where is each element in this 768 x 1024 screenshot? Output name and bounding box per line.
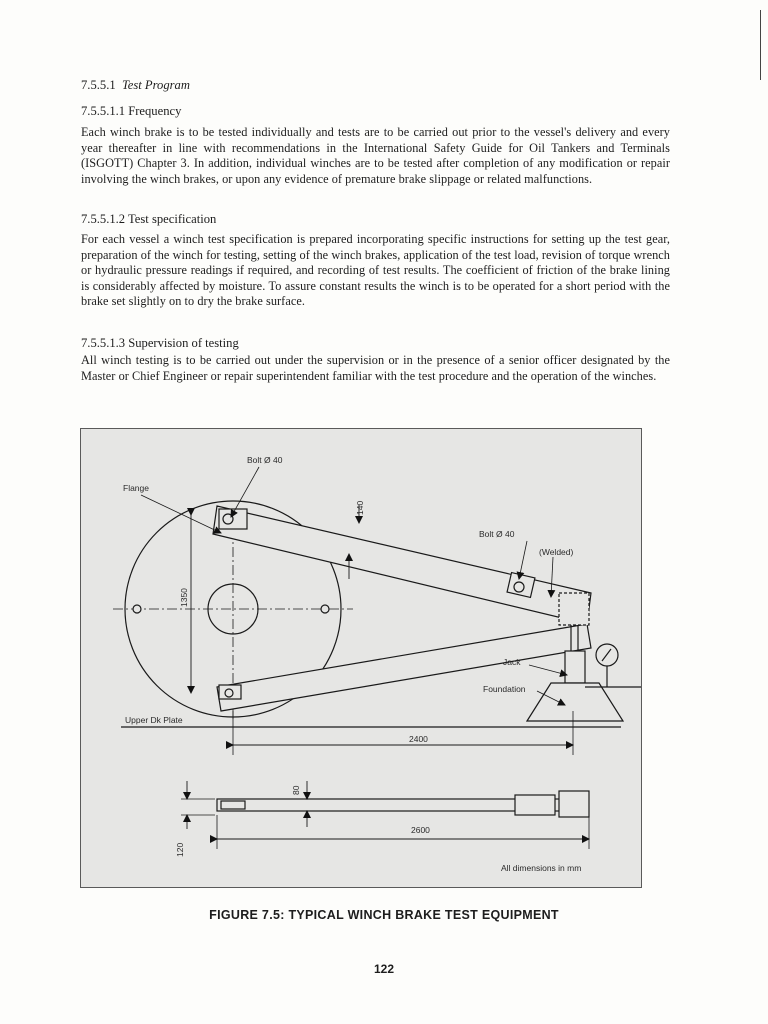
label-dim-2400: 2400 (409, 734, 428, 744)
heading-test-specification: 7.5.5.1.2 Test specification (81, 212, 217, 226)
paragraph-frequency: Each winch brake is to be tested individually and tests are to be carried out prior to the vessel's delivery and every year thereafter in line with recommendations in the International Safety Guide for Oil Tankers and Terminals (ISGOTT) Chapter 3. In addition, individual winches are to be tested after completion of any modification or repair involving the winch brakes, or upon any evidence of premature brake slippage or related malfunctions. (81, 125, 670, 186)
paragraph-test-specification: For each vessel a winch test specification is prepared incorporating specific instructions for setting up the test gear, preparation of the winch for testing, setting of the winch brakes, application of the test load, revision of torque wrench or hydraulic pressure readings if required, and recording of test results. The coefficient of friction of the brake lining is considerably affected by moisture. To assure constant results the winch is to be operated for a short period with the brake set slightly on to dry the brake surface. (81, 232, 670, 309)
page-number: 122 (373, 962, 395, 976)
label-bolt-top: Bolt Ø 40 (247, 455, 283, 465)
label-bolt-right: Bolt Ø 40 (479, 529, 515, 539)
section-title: Test Program (121, 78, 190, 92)
label-dim-2600: 2600 (411, 825, 430, 835)
label-dim-120: 120 (175, 842, 185, 857)
section-number: 7.5.5.1 (81, 78, 116, 92)
section-heading-test-program (81, 78, 190, 93)
label-foundation: Foundation (483, 684, 526, 694)
label-units-note: All dimensions in mm (501, 863, 582, 873)
scan-edge-mark (760, 10, 761, 80)
heading-supervision: 7.5.5.1.3 Supervision of testing (81, 336, 239, 350)
figure-caption: FIGURE 7.5: TYPICAL WINCH BRAKE TEST EQUIPMENT (209, 908, 559, 922)
foundation (527, 683, 623, 721)
upper-test-arm (213, 506, 591, 624)
technical-drawing (80, 428, 642, 888)
label-dim-80: 80 (291, 785, 301, 795)
label-jack: Jack (503, 657, 521, 667)
heading-frequency: 7.5.5.1.1 Frequency (81, 104, 182, 118)
label-upper-dk-plate: Upper Dk Plate (125, 715, 183, 725)
paragraph-supervision: All winch testing is to be carried out under the supervision or in the presence of a senior officer designated by the Master or Chief Engineer or repair superintendent familiar with the test procedure and the operation of the winches. (81, 353, 670, 383)
label-welded: (Welded) (539, 547, 574, 557)
jack (565, 651, 585, 683)
label-dim-140: 140 (355, 500, 365, 515)
label-flange: Flange (123, 483, 149, 493)
winch-brake-drawing (81, 429, 643, 889)
label-dim-1350: 1350 (179, 588, 189, 607)
lower-test-arm (217, 624, 591, 711)
